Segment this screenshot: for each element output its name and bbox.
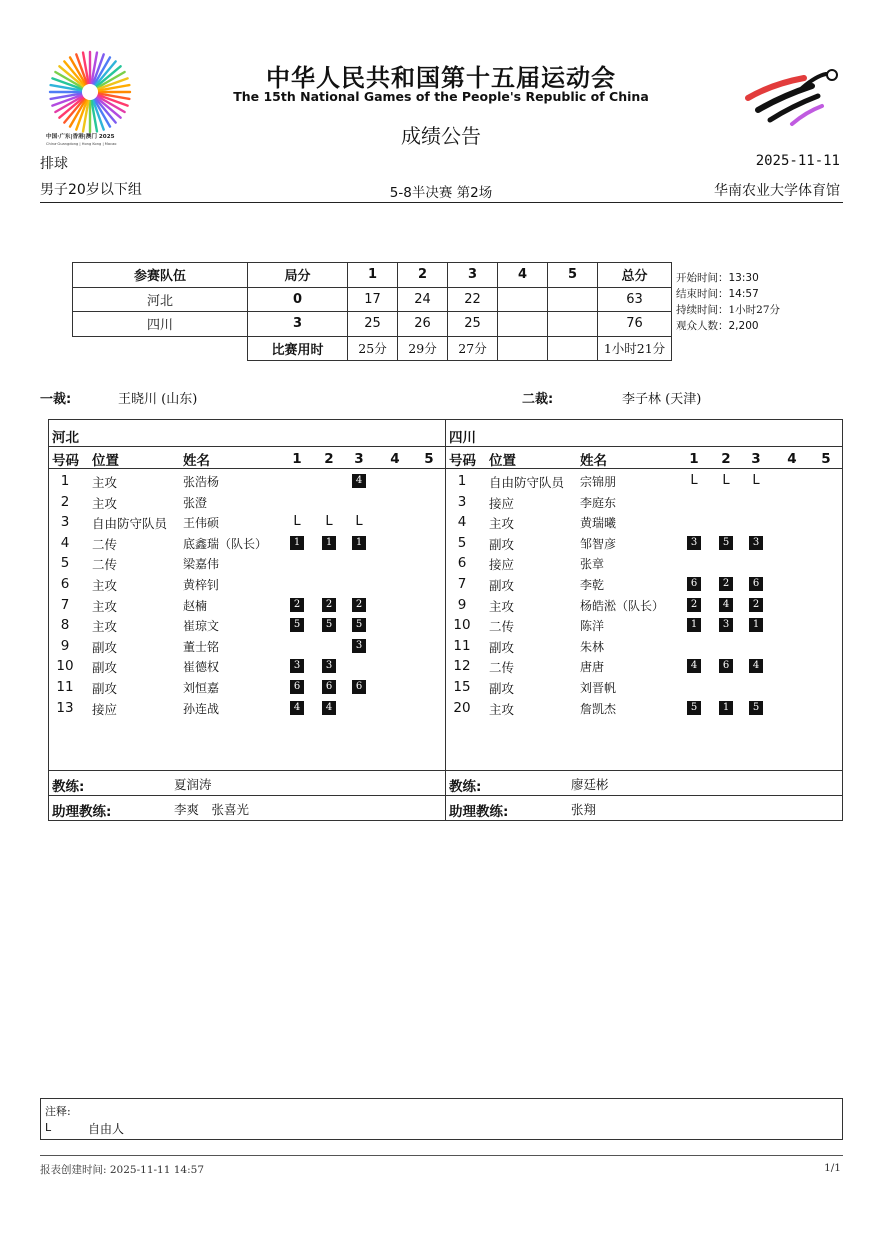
starting-position-badge: 1 [290, 536, 304, 550]
player-position: 主攻 [92, 475, 118, 490]
logo-text: 中国·广东|香港|澳门 2025 [46, 134, 115, 140]
team-name: 河北 [52, 430, 79, 446]
starting-position-badge: 1 [749, 618, 763, 632]
player-number: 5 [457, 534, 467, 551]
score-row [73, 287, 672, 312]
score-set-5 [548, 287, 598, 312]
score-set-1: 17 [348, 287, 398, 312]
starting-position-badge: 4 [719, 598, 733, 612]
score-set-2: 24 [398, 287, 448, 312]
player-position: 副攻 [92, 639, 118, 655]
event-group: 男子20岁以下组 [40, 182, 142, 198]
page-number: 1/1 [824, 1162, 841, 1174]
player-number: 13 [56, 699, 74, 716]
logo-subtext: China·Guangdong | Hong Kong | Macao [46, 142, 117, 146]
duration-value: 1小时27分 [728, 304, 781, 316]
starting-position-badge: 5 [687, 701, 701, 715]
player-name: 詹凯杰 [580, 701, 617, 716]
player-position: 主攻 [92, 578, 118, 593]
starting-position-badge: 4 [749, 659, 763, 673]
assistant-coach-label: 助理教练: [449, 804, 509, 820]
player-position: 副攻 [92, 660, 118, 676]
footer-divider [40, 1155, 843, 1156]
coach-name: 夏润涛 [174, 777, 212, 792]
col-header-set-5: 5 [424, 451, 434, 467]
score-set-4 [498, 312, 548, 337]
report-created-time: 报表创建时间: 2025-11-11 14:57 [40, 1164, 205, 1176]
player-number: 1 [60, 473, 70, 489]
player-position: 接应 [489, 557, 515, 573]
player-number: 20 [453, 699, 471, 716]
player-name: 李乾 [580, 578, 605, 592]
games-title-en: The 15th National Games of the People's Republic of China [233, 89, 649, 104]
player-position: 主攻 [92, 495, 118, 511]
score-total: 76 [598, 312, 672, 337]
col-header-set-3: 3 [354, 451, 364, 467]
starting-position-badge: 5 [749, 701, 763, 715]
player-number: 9 [457, 596, 467, 613]
score-set-4 [498, 287, 548, 312]
libero-marker: L [293, 514, 301, 530]
score-total: 63 [598, 287, 672, 312]
score-team: 河北 [73, 287, 248, 312]
player-number: 6 [457, 555, 467, 572]
player-position: 接应 [489, 495, 515, 511]
player-position: 二传 [489, 660, 515, 676]
player-name: 李庭东 [580, 495, 617, 510]
player-name: 梁嘉伟 [183, 557, 220, 572]
col-header-position: 位置 [92, 453, 119, 469]
player-name: 孙连战 [183, 701, 220, 716]
score-header-row [73, 263, 672, 288]
match-date: 2025-11-11 [755, 153, 840, 169]
assistant-coach-names: 张翔 [571, 802, 597, 817]
volleyball-pictogram-icon [742, 66, 842, 128]
start-time-label: 开始时间： [676, 272, 729, 284]
score-table [72, 262, 672, 361]
player-name: 邹智彦 [580, 536, 617, 551]
libero-marker: L [722, 473, 730, 488]
player-number: 12 [453, 658, 471, 675]
starting-position-badge: 4 [352, 474, 366, 488]
starting-position-badge: 6 [687, 577, 701, 591]
spectators-label: 观众人数： [676, 320, 729, 332]
assistant-coach-names: 李爽 张喜光 [174, 802, 250, 817]
player-name: 朱林 [580, 639, 605, 654]
col-header-name: 姓名 [580, 453, 607, 469]
player-name: 杨皓淞（队长） [580, 598, 665, 613]
col-header-set-2: 2 [324, 451, 334, 467]
header-team: 参赛队伍 [73, 263, 248, 288]
first-referee: 王晓川 (山东) [118, 392, 198, 407]
duration-label: 比赛用时 [248, 336, 348, 361]
header-set-2: 2 [398, 263, 448, 288]
col-header-number: 号码 [449, 453, 476, 469]
score-set-1: 25 [348, 312, 398, 337]
player-position: 副攻 [489, 681, 515, 696]
match-round: 5-8半决赛 第2场 [389, 185, 493, 201]
starting-position-badge: 2 [719, 577, 733, 591]
second-referee-label: 二裁: [522, 392, 554, 407]
player-position: 主攻 [489, 516, 515, 532]
player-number: 11 [56, 679, 74, 695]
player-number: 4 [457, 514, 467, 531]
score-set-3: 22 [448, 287, 498, 312]
col-header-set-1: 1 [292, 451, 302, 467]
games-title-cn: 中华人民共和国第十五届运动会 [266, 64, 616, 92]
second-referee: 李子林 (天津) [622, 392, 702, 407]
col-header-set-1: 1 [689, 451, 699, 467]
col-header-set-4: 4 [787, 451, 797, 467]
starting-position-badge: 2 [290, 598, 304, 612]
venue-name: 华南农业大学体育馆 [714, 183, 840, 199]
col-header-set-5: 5 [821, 451, 831, 467]
coach-label: 教练: [52, 779, 85, 795]
starting-position-badge: 2 [749, 598, 763, 612]
notes-value: 自由人 [88, 1122, 125, 1136]
score-sets-won: 3 [248, 312, 348, 337]
player-position: 主攻 [92, 598, 118, 614]
player-name: 刘晋帆 [580, 681, 617, 695]
starting-position-badge: 5 [322, 618, 336, 632]
player-name: 赵楠 [183, 598, 208, 613]
player-name: 陈洋 [580, 619, 605, 634]
starting-position-badge: 4 [687, 659, 701, 673]
end-time: 14:57 [728, 288, 759, 300]
header-set-3: 3 [448, 263, 498, 288]
col-header-name: 姓名 [183, 453, 210, 469]
starting-position-badge: 1 [322, 536, 336, 550]
starting-position-badge: 3 [290, 659, 304, 673]
sport-name: 排球 [40, 156, 68, 172]
duration-row [73, 336, 672, 361]
player-number: 15 [453, 679, 471, 695]
player-name: 张澄 [183, 495, 208, 510]
score-sets-won: 0 [248, 287, 348, 312]
starting-position-badge: 6 [352, 680, 366, 694]
player-position: 副攻 [489, 578, 515, 593]
first-referee-label: 一裁: [40, 392, 72, 407]
coach-label: 教练: [449, 779, 482, 795]
starting-position-badge: 2 [352, 598, 366, 612]
player-number: 3 [60, 514, 70, 531]
col-header-position: 位置 [489, 453, 516, 469]
starting-position-badge: 1 [687, 618, 701, 632]
player-position: 二传 [489, 619, 515, 635]
starting-position-badge: 6 [322, 680, 336, 694]
header-sets-won: 局分 [248, 263, 348, 288]
player-name: 黄梓钊 [183, 578, 220, 592]
player-number: 8 [60, 617, 70, 634]
player-position: 自由防守队员 [489, 475, 565, 490]
player-number: 9 [60, 637, 70, 654]
player-number: 6 [60, 576, 70, 592]
player-position: 主攻 [489, 701, 515, 717]
starting-position-badge: 1 [352, 536, 366, 550]
starting-position-badge: 3 [322, 659, 336, 673]
player-number: 5 [60, 555, 70, 572]
col-header-set-2: 2 [721, 451, 731, 467]
player-number: 4 [60, 534, 70, 551]
libero-marker: L [355, 514, 363, 530]
player-position: 副攻 [489, 639, 515, 655]
player-position: 副攻 [489, 536, 515, 552]
player-number: 10 [453, 617, 471, 634]
col-header-set-3: 3 [751, 451, 761, 467]
player-name: 王伟硕 [183, 516, 220, 531]
libero-marker: L [325, 514, 333, 530]
starting-position-badge: 6 [749, 577, 763, 591]
duration-total: 1小时21分 [598, 336, 672, 361]
player-number: 11 [453, 637, 471, 654]
player-name: 刘恒嘉 [183, 681, 220, 695]
libero-marker: L [690, 473, 698, 488]
starting-position-badge: 3 [352, 639, 366, 653]
col-header-set-4: 4 [390, 451, 400, 467]
coach-name: 廖廷彬 [571, 777, 609, 792]
end-time-label: 结束时间： [676, 288, 729, 300]
notes-title: 注释: [45, 1105, 71, 1118]
starting-position-badge: 4 [290, 701, 304, 715]
starting-position-badge: 4 [322, 701, 336, 715]
player-name: 宗锦朋 [580, 475, 617, 489]
col-header-number: 号码 [52, 453, 79, 469]
team-name: 四川 [449, 430, 476, 446]
player-position: 二传 [92, 536, 118, 552]
score-team: 四川 [73, 312, 248, 337]
player-position: 二传 [92, 557, 118, 573]
player-number: 1 [457, 473, 467, 489]
player-name: 张章 [580, 557, 605, 572]
score-set-3: 25 [448, 312, 498, 337]
player-name: 崔琼文 [183, 619, 220, 634]
player-number: 7 [60, 596, 70, 613]
player-number: 2 [60, 493, 70, 510]
starting-position-badge: 3 [749, 536, 763, 550]
roster-divider [445, 419, 446, 821]
duration-set-4 [498, 336, 548, 361]
notes-key: L [45, 1121, 52, 1134]
player-name: 底鑫瑞（队长） [183, 536, 268, 551]
match-info [676, 270, 780, 334]
starting-position-badge: 1 [719, 701, 733, 715]
score-set-5 [548, 312, 598, 337]
spectators-count: 2,200 [728, 320, 759, 332]
score-row [73, 312, 672, 337]
player-number: 3 [457, 493, 467, 510]
player-name: 董士铭 [183, 639, 220, 654]
starting-position-badge: 5 [290, 618, 304, 632]
duration-set-2: 29分 [398, 336, 448, 361]
start-time: 13:30 [728, 272, 759, 284]
starting-position-badge: 6 [290, 680, 304, 694]
player-number: 10 [56, 658, 74, 675]
starting-position-badge: 2 [687, 598, 701, 612]
document-title: 成绩公告 [401, 124, 481, 148]
player-position: 副攻 [92, 681, 118, 696]
starting-position-badge: 6 [719, 659, 733, 673]
header-set-1: 1 [348, 263, 398, 288]
player-name: 张浩杨 [183, 475, 220, 489]
header-divider [40, 202, 843, 203]
starting-position-badge: 2 [322, 598, 336, 612]
duration-set-1: 25分 [348, 336, 398, 361]
starting-position-badge: 5 [352, 618, 366, 632]
score-set-2: 26 [398, 312, 448, 337]
player-number: 7 [457, 576, 467, 592]
player-position: 接应 [92, 701, 118, 717]
starting-position-badge: 3 [687, 536, 701, 550]
player-name: 崔德权 [183, 660, 220, 675]
duration-set-5 [548, 336, 598, 361]
player-name: 黄瑞曦 [580, 516, 617, 531]
header-set-4: 4 [498, 263, 548, 288]
header-set-5: 5 [548, 263, 598, 288]
assistant-coach-label: 助理教练: [52, 804, 112, 820]
player-position: 主攻 [489, 598, 515, 614]
player-position: 自由防守队员 [92, 516, 168, 532]
libero-marker: L [752, 473, 760, 488]
duration-label: 持续时间： [676, 304, 729, 316]
starting-position-badge: 5 [719, 536, 733, 550]
starting-position-badge: 3 [719, 618, 733, 632]
duration-set-3: 27分 [448, 336, 498, 361]
player-name: 唐唐 [580, 660, 605, 675]
notes-box [40, 1098, 843, 1140]
header-total: 总分 [598, 263, 672, 288]
player-position: 主攻 [92, 619, 118, 635]
